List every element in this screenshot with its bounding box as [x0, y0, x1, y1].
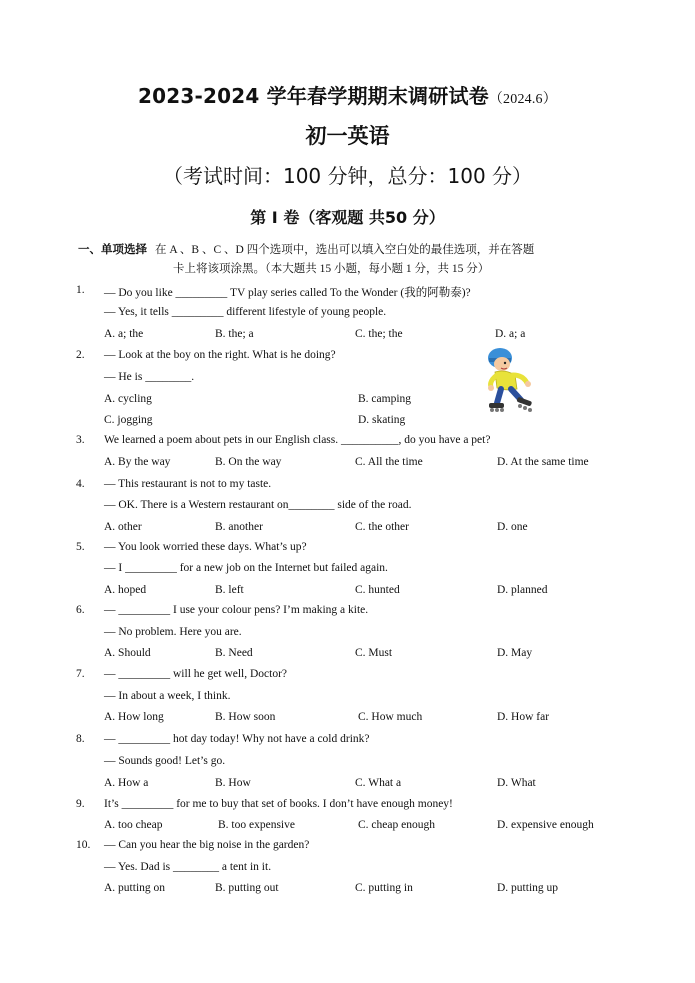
section-instructions — [78, 240, 638, 279]
option-c[interactable]: C. cheap enough — [358, 819, 435, 831]
question-line: — This restaurant is not to my taste. — [104, 478, 272, 490]
question-number: 9. — [76, 798, 85, 810]
option-b[interactable]: B. On the way — [215, 456, 282, 468]
question-line: — Yes. Dad is ________ a tent in it. — [104, 861, 272, 873]
option-b[interactable]: B. too expensive — [218, 819, 295, 831]
question-line: — Sounds good! Let’s go. — [104, 755, 226, 767]
option-b[interactable]: B. How soon — [215, 711, 276, 723]
option-c[interactable]: C. jogging — [104, 414, 153, 426]
question-line: — Can you hear the big noise in the garden? — [104, 839, 310, 851]
option-a[interactable]: A. cycling — [104, 393, 152, 405]
option-c[interactable]: C. hunted — [355, 584, 400, 596]
option-c[interactable]: C. How much — [358, 711, 423, 723]
question-number: 6. — [76, 604, 85, 616]
question-line: — He is ________. — [104, 371, 195, 383]
option-a[interactable]: A. How a — [104, 777, 149, 789]
option-d[interactable]: D. planned — [497, 584, 548, 596]
exam-subject: 初一英语 — [305, 124, 390, 148]
option-b[interactable]: B. How — [215, 777, 251, 789]
section-label: 一、单项选择 — [78, 242, 147, 256]
option-b[interactable]: B. putting out — [215, 882, 279, 894]
question-number: 3. — [76, 434, 85, 446]
question-line: — OK. There is a Western restaurant on________ side of the road. — [104, 499, 412, 511]
question-line: — No problem. Here you are. — [104, 626, 242, 638]
question-line: It’s _________ for me to buy that set of books. I don’t have enough money! — [104, 798, 453, 810]
exam-title: 2023-2024 学年春学期期末调研试卷（2024.6） — [138, 84, 557, 108]
option-c[interactable]: C. the; the — [355, 328, 403, 340]
question-number: 4. — [76, 478, 85, 490]
option-d[interactable]: D. What — [497, 777, 536, 789]
question-number: 5. — [76, 541, 85, 553]
option-d[interactable]: D. At the same time — [497, 456, 589, 468]
question-line: — _________ I use your colour pens? I’m making a kite. — [104, 604, 369, 616]
question-line: — In about a week, I think. — [104, 690, 231, 702]
option-b[interactable]: B. camping — [358, 393, 412, 405]
option-c[interactable]: C. the other — [355, 521, 409, 533]
option-c[interactable]: C. putting in — [355, 882, 413, 894]
question-number: 7. — [76, 668, 85, 680]
question-line: We learned a poem about pets in our English class. __________, do you have a pet? — [104, 434, 491, 446]
option-d[interactable]: D. a; a — [495, 328, 526, 340]
question-line: — _________ will he get well, Doctor? — [104, 668, 288, 680]
instruction-line-2: 卡上将该项涂黑。（本大题共 15 小题，每小题 1 分，共 15 分） — [173, 263, 490, 275]
option-a[interactable]: A. By the way — [104, 456, 171, 468]
option-a[interactable]: A. putting on — [104, 882, 166, 894]
question-line: — You look worried these days. What’s up? — [104, 541, 307, 553]
option-d[interactable]: D. How far — [497, 711, 550, 723]
question-line: — Yes, it tells _________ different lifestyle of young people. — [104, 306, 387, 318]
question-line: — Do you like _________ TV play series called To the Wonder (我的阿勒泰)? — [104, 287, 471, 299]
question-line: — I _________ for a new job on the Internet but failed again. — [104, 562, 388, 574]
question-number: 2. — [76, 349, 85, 361]
option-d[interactable]: D. putting up — [497, 882, 559, 894]
question-line: — _________ hot day today! Why not have a cold drink? — [104, 733, 370, 745]
option-d[interactable]: D. one — [497, 521, 528, 533]
skating-boy-illustration — [483, 345, 543, 415]
option-c[interactable]: C. What a — [355, 777, 402, 789]
option-b[interactable]: B. Need — [215, 647, 253, 659]
question-number: 8. — [76, 733, 85, 745]
option-a[interactable]: A. Should — [104, 647, 151, 659]
exam-info: （考试时间：100 分钟，总分：100 分） — [162, 164, 533, 188]
option-b[interactable]: B. the; a — [215, 328, 254, 340]
option-b[interactable]: B. another — [215, 521, 263, 533]
part-title: 第 Ⅰ 卷（客观题 共50 分） — [250, 208, 445, 227]
option-b[interactable]: B. left — [215, 584, 244, 596]
option-d[interactable]: D. expensive enough — [497, 819, 594, 831]
question-line: — Look at the boy on the right. What is he doing? — [104, 349, 336, 361]
option-a[interactable]: A. too cheap — [104, 819, 163, 831]
exam-date: （2024.6） — [488, 92, 557, 107]
instruction-line-1: 在 A 、B 、C 、D 四个选项中，选出可以填入空白处的最佳选项，并在答题 — [155, 244, 535, 256]
option-c[interactable]: C. Must — [355, 647, 393, 659]
option-d[interactable]: D. May — [497, 647, 533, 659]
option-d[interactable]: D. skating — [358, 414, 406, 426]
option-a[interactable]: A. How long — [104, 711, 164, 723]
question-number: 1. — [76, 284, 85, 296]
question-number: 10. — [76, 839, 91, 851]
option-a[interactable]: A. a; the — [104, 328, 144, 340]
option-a[interactable]: A. hoped — [104, 584, 147, 596]
option-a[interactable]: A. other — [104, 521, 142, 533]
option-c[interactable]: C. All the time — [355, 456, 423, 468]
